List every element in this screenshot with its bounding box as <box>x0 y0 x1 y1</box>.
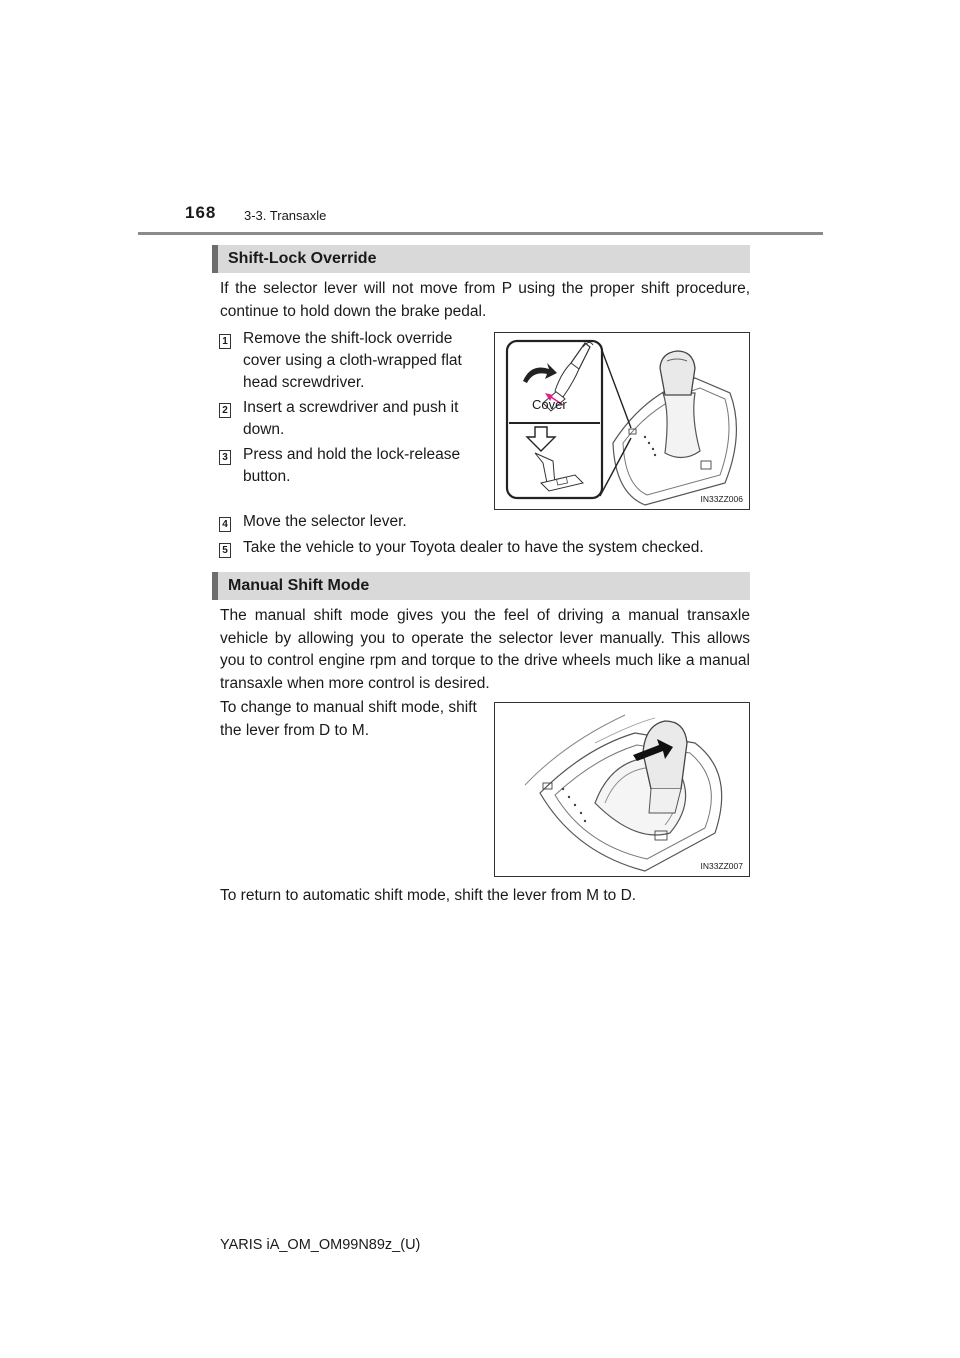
step-1-line-2: cover using a cloth-wrapped flat <box>243 352 462 369</box>
manual-shift-title: Manual Shift Mode <box>228 577 370 594</box>
step-text-2 <box>243 397 479 441</box>
document-id: YARIS iA_OM_OM99N89z_(U) <box>220 1237 421 1253</box>
shift-lock-illustration <box>495 333 750 510</box>
step-number-4: 4 <box>219 517 231 532</box>
section-label: 3-3. Transaxle <box>244 208 327 223</box>
step-text-3 <box>243 444 479 488</box>
shift-lock-heading <box>212 245 750 273</box>
step-1-line-1: Remove the shift-lock override <box>243 330 453 347</box>
shift-lock-intro: If the selector lever will not move from P using the proper shift procedure, continue to hold down the brake pedal. <box>220 280 750 320</box>
manual-shift-intro: The manual shift mode gives you the feel of driving a manual transaxle vehicle by allowing you to operate the selector lever manually. This allows you to control engine rpm and torque to the drive wheels much like a manual transaxle when more control is desired. <box>220 607 750 692</box>
step-3-line-1: Press and hold the lock-release <box>243 446 461 463</box>
step-2-line-1: Insert a screwdriver and push it <box>243 399 459 416</box>
manual-shift-heading <box>212 572 750 600</box>
shift-lock-title: Shift-Lock Override <box>228 250 377 267</box>
manual-shift-return-text: To return to automatic shift mode, shift the lever from M to D. <box>220 887 637 904</box>
step-number-3: 3 <box>219 450 231 465</box>
step-1-line-3: head screwdriver. <box>243 374 365 391</box>
cover-label: Cover <box>532 397 567 412</box>
step-3-line-2: button. <box>243 468 291 485</box>
header-rule <box>138 232 823 235</box>
shift-lock-figure <box>494 332 750 510</box>
step-2-line-2: down. <box>243 421 285 438</box>
step-number-2: 2 <box>219 403 231 418</box>
manual-shift-illustration <box>495 703 750 877</box>
step-text-4 <box>243 511 407 533</box>
step-5-line-1: Take the vehicle to your Toyota dealer to have the system checked. <box>243 539 704 556</box>
step-number-5: 5 <box>219 543 231 558</box>
manual-shift-change-text: To change to manual shift mode, shift the lever from D to M. <box>220 699 477 739</box>
step-text-1 <box>243 328 479 394</box>
step-text-5 <box>243 537 704 559</box>
figure-code-1: IN33ZZ006 <box>700 494 743 504</box>
figure-code-2: IN33ZZ007 <box>700 861 743 871</box>
manual-shift-figure <box>494 702 750 877</box>
step-number-1: 1 <box>219 334 231 349</box>
page-number: 168 <box>185 203 217 222</box>
step-4-line-1: Move the selector lever. <box>243 513 407 530</box>
